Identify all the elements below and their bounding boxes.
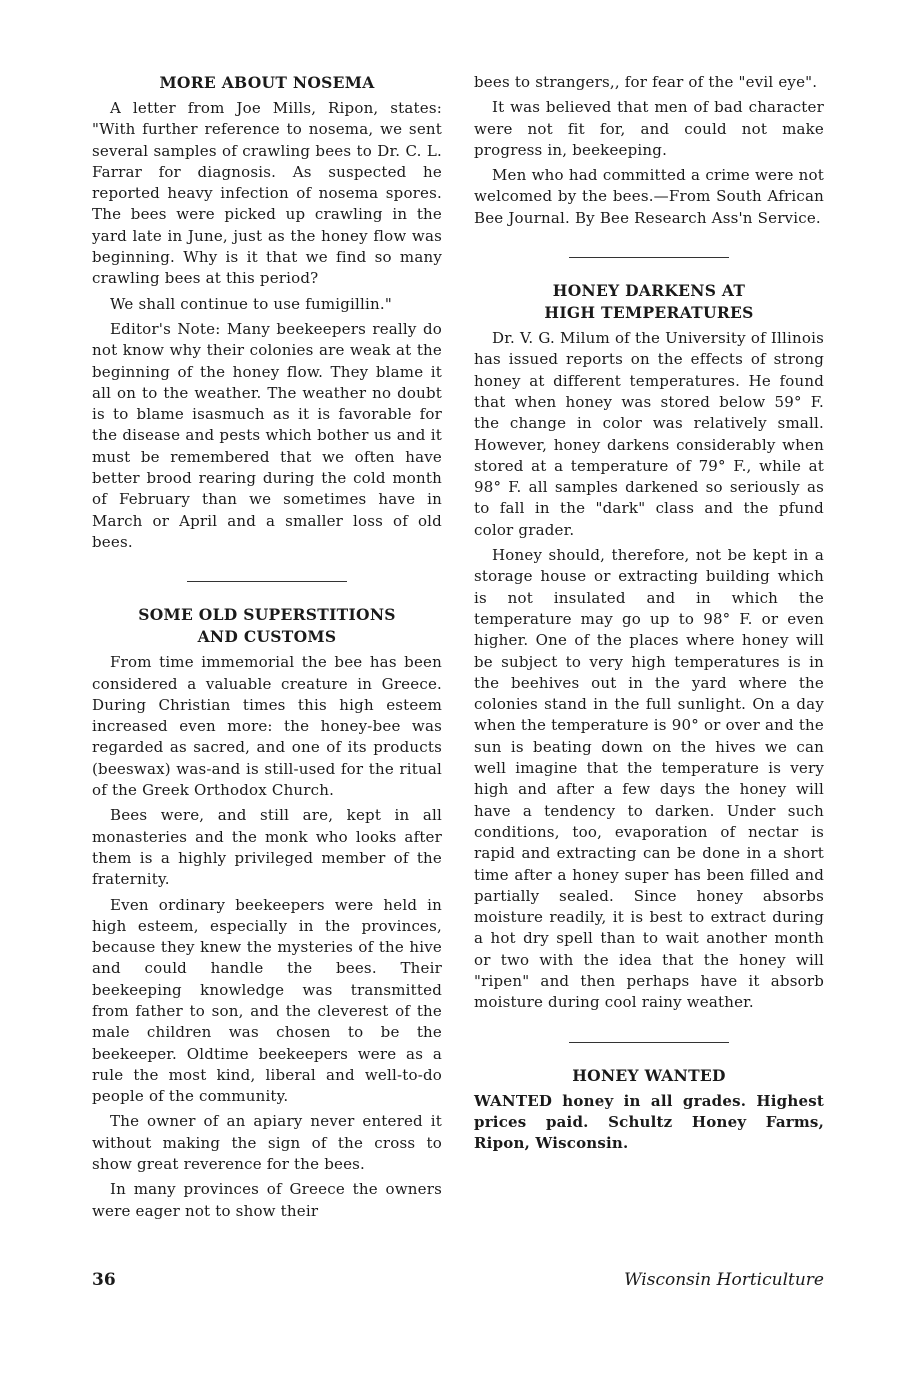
article-paragraph: Even ordinary beekeepers were held in high esteem, especially in the provinces, because they knew the mysteries of the hive and could handle the bees. Their beekeeping knowledge was transmitted from father to son, and the cleverest of the male children was chosen to be the beekeeper. Oldtime beekeepers were as a rule the most kind, liberal and well-to-do people of the community. (92, 895, 442, 1106)
section-divider (92, 567, 442, 586)
article-paragraph: From time immemorial the bee has been considered a valuable creature in Greece. During Christian times this high esteem increased even more: the honey-bee was regarded as sacred, and one of its products (beeswax) was-and is still-used for the ritual of the Greek Orthodox Church. (92, 653, 442, 800)
section-divider (474, 243, 824, 262)
classified-ad-text: WANTED honey in all grades. Highest prices paid. Schultz Honey Farms, Ripon, Wisconsin. (474, 1091, 824, 1153)
heading-line: HONEY DARKENS AT (552, 281, 746, 301)
article-nosema (92, 72, 442, 553)
section-divider (474, 1028, 824, 1047)
article-paragraph: Editor's Note: Many beekeepers really do not know why their colonies are weak at the beginning of the honey flow. They blame it all on to the weather. The weather no doubt is to blame isasmuch as it is favorable for the disease and pests which bother us and it must be remembered that we often have better brood rearing during the cold month of February than we sometimes have in March or April and a smaller loss of old bees. (92, 319, 442, 551)
publication-title: Wisconsin Horticulture (624, 1270, 824, 1290)
article-paragraph: Bees were, and still are, kept in all monasteries and the monk who looks after them is a highly privileged member of the fraternity. (92, 806, 442, 889)
article-paragraph: Men who had committed a crime were not welcomed by the bees.—From South African Bee Journal. By Bee Research Ass'n Service. (474, 166, 824, 227)
article-paragraph: The owner of an apiary never entered it without making the sign of the cross to show great reverence for the bees. (92, 1112, 442, 1174)
heading-line: HIGH TEMPERATURES (544, 303, 754, 323)
article-paragraph: We shall continue to use fumigillin." (110, 294, 392, 313)
article-paragraph: In many provinces of Greece the owners were eager not to show their (92, 1180, 442, 1220)
article-heading (474, 280, 824, 324)
page-number: 36 (92, 1270, 116, 1290)
left-column (92, 72, 442, 1226)
right-column (474, 72, 824, 1158)
article-paragraph: It was believed that men of bad character were not fit for, and could not make progress in, beekeeping. (474, 98, 824, 159)
article-heading: MORE ABOUT NOSEMA (159, 73, 375, 92)
heading-line: SOME OLD SUPERSTITIONS (138, 605, 396, 625)
article-honey-wanted (474, 1065, 824, 1155)
article-paragraph: Honey should, therefore, not be kept in a storage house or extracting building which is not insulated and in which the temperature may go up to 98° F. or even higher. One of the places where honey will be subject to very high temperatures is in the beehives out in the yard where the colonies stand in the full sunlight. On a day when the temperature is 90° or over and the sun is beating down on the hives we can well imagine that the temperature is very high and after a few days the honey will have a tendency to darken. Under such conditions, too, evaporation of nectar is rapid and extracting can be done in a short time after a honey super has been filled and partially sealed. Since honey absorbs moisture readily, it is best to extract during a hot dry spell than to wait another month or two with the idea that the honey will "ripen" and then perhaps have it absorb moisture during cool rainy weather. (474, 546, 824, 1012)
article-heading (92, 604, 442, 648)
article-paragraph: A letter from Joe Mills, Ripon, states: "With further reference to nosema, we sent several samples of crawling bees to Dr. C. L. Farrar for diagnosis. As suspected he reported heavy infection of nosema spores. The bees were picked up crawling in the yard late in June, just as the honey flow was beginning. Why is it that we find so many crawling bees at this period? (92, 99, 442, 288)
article-superstitions (92, 604, 442, 1222)
article-honey-darkens (474, 280, 824, 1014)
article-heading: HONEY WANTED (572, 1065, 726, 1085)
article-paragraph: bees to strangers,, for fear of the "evil eye". (474, 73, 818, 91)
article-superstitions-continued (474, 72, 824, 229)
article-paragraph: Dr. V. G. Milum of the University of Illinois has issued reports on the effects of strong honey at different temperatures. He found that when honey was stored below 59° F. the change in color was relatively small. However, honey darkens considerably when stored at a temperature of 79° F., while at 98° F. all samples darkened so seriously as to fall in the "dark" class and the pfund color grader. (474, 329, 824, 539)
heading-line: AND CUSTOMS (197, 627, 337, 647)
